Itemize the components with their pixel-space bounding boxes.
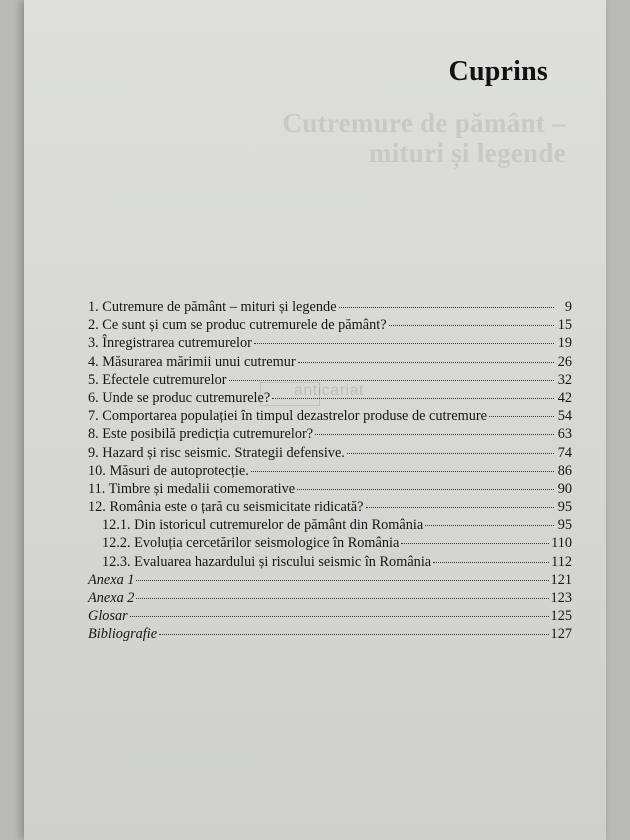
toc-page: 95	[557, 499, 572, 516]
toc-page: 121	[550, 571, 572, 588]
toc-page: 42	[557, 389, 572, 406]
toc-label: 6. Unde se produc cutremurele?	[88, 389, 271, 406]
toc-label: 5. Efectele cutremurelor	[88, 371, 227, 388]
toc-page: 127	[550, 626, 572, 643]
toc-subentry	[88, 534, 572, 552]
toc-entry	[88, 425, 572, 443]
toc-entry	[88, 298, 572, 316]
toc-leader	[130, 616, 549, 617]
toc-subentry	[88, 516, 572, 534]
toc-leader	[272, 398, 554, 399]
toc-entry	[88, 353, 572, 371]
toc-entry	[88, 462, 572, 480]
toc-leader	[489, 416, 554, 417]
toc-leader	[251, 471, 554, 472]
toc-leader	[159, 634, 548, 635]
toc-leader	[389, 325, 554, 326]
toc-label: Anexa 1	[88, 571, 135, 588]
toc-page: 9	[564, 299, 572, 315]
toc-page: 110	[551, 535, 572, 552]
toc-entry	[88, 498, 572, 516]
toc-label: 4. Măsurarea mărimii unui cutremur	[88, 353, 296, 370]
toc-label: 9. Hazard și risc seismic. Strategii defensive.	[88, 444, 345, 461]
book-page	[24, 0, 606, 840]
toc-label: 12.2. Evoluția cercetărilor seismologice în România	[102, 535, 400, 552]
toc-page: 26	[557, 353, 572, 370]
watermark-text: anticariat	[294, 382, 364, 399]
toc-leader	[366, 507, 554, 508]
bleed-through-line: mituri și legende	[368, 138, 566, 168]
toc-label: 8. Este posibilă predicția cutremurelor?	[88, 426, 314, 443]
toc-entry	[88, 589, 572, 607]
toc-label: 2. Ce sunt și cum se produc cutremurele de pământ?	[88, 317, 387, 334]
toc-entry	[88, 371, 572, 389]
toc-page: 54	[557, 408, 572, 425]
toc-page: 86	[557, 462, 572, 479]
toc-leader	[136, 598, 548, 599]
toc-entry	[88, 625, 572, 643]
toc-subentry	[88, 553, 572, 571]
toc-entry	[88, 444, 572, 462]
toc-page: 19	[557, 335, 572, 352]
toc-page: 112	[551, 553, 572, 570]
toc-page: 123	[550, 590, 572, 606]
toc-leader	[425, 525, 554, 526]
toc-entry	[88, 407, 572, 425]
toc-label: 12.1. Din istoricul cutremurelor de pământ din România	[102, 517, 424, 534]
toc-page: 63	[557, 426, 572, 443]
table-of-contents	[88, 298, 572, 644]
bleed-through-line: Cutremure de pământ –	[282, 108, 566, 138]
toc-leader	[339, 307, 554, 308]
toc-leader	[298, 362, 554, 363]
bleed-through-heading	[236, 108, 566, 168]
toc-leader	[433, 562, 549, 563]
toc-entry	[88, 607, 572, 625]
toc-label: Bibliografie	[88, 626, 158, 643]
toc-page: 90	[557, 480, 572, 497]
toc-label: 12.3. Evaluarea hazardului și riscului seismic în România	[102, 553, 432, 570]
toc-label: Glosar	[88, 608, 128, 625]
toc-entry	[88, 316, 572, 334]
toc-label: 1. Cutremure de pământ – mituri și legende	[88, 299, 337, 315]
toc-page: 15	[557, 317, 572, 334]
toc-leader	[136, 580, 548, 581]
toc-label: Anexa 2	[88, 590, 135, 606]
toc-page: 32	[557, 371, 572, 388]
toc-leader	[297, 489, 554, 490]
toc-entry	[88, 480, 572, 498]
toc-leader	[347, 453, 554, 454]
toc-label: 7. Comportarea populației în timpul dezastrelor produse de cutremure	[88, 408, 487, 425]
toc-leader	[254, 343, 554, 344]
toc-page: 74	[557, 444, 572, 461]
toc-entry	[88, 571, 572, 589]
toc-page: 125	[550, 608, 572, 625]
toc-leader	[229, 380, 554, 381]
page-title: Cuprins	[448, 56, 548, 87]
toc-entry	[88, 334, 572, 352]
toc-label: 12. România este o țară cu seismicitate ridicată?	[88, 499, 364, 516]
toc-page: 95	[557, 517, 572, 534]
toc-label: 11. Timbre și medalii comemorative	[88, 480, 296, 497]
toc-label: 3. Înregistrarea cutremurelor	[88, 335, 252, 352]
toc-entry	[88, 389, 572, 407]
toc-leader	[401, 543, 549, 544]
toc-leader	[315, 434, 554, 435]
toc-label: 10. Măsuri de autoprotecție.	[88, 462, 249, 479]
